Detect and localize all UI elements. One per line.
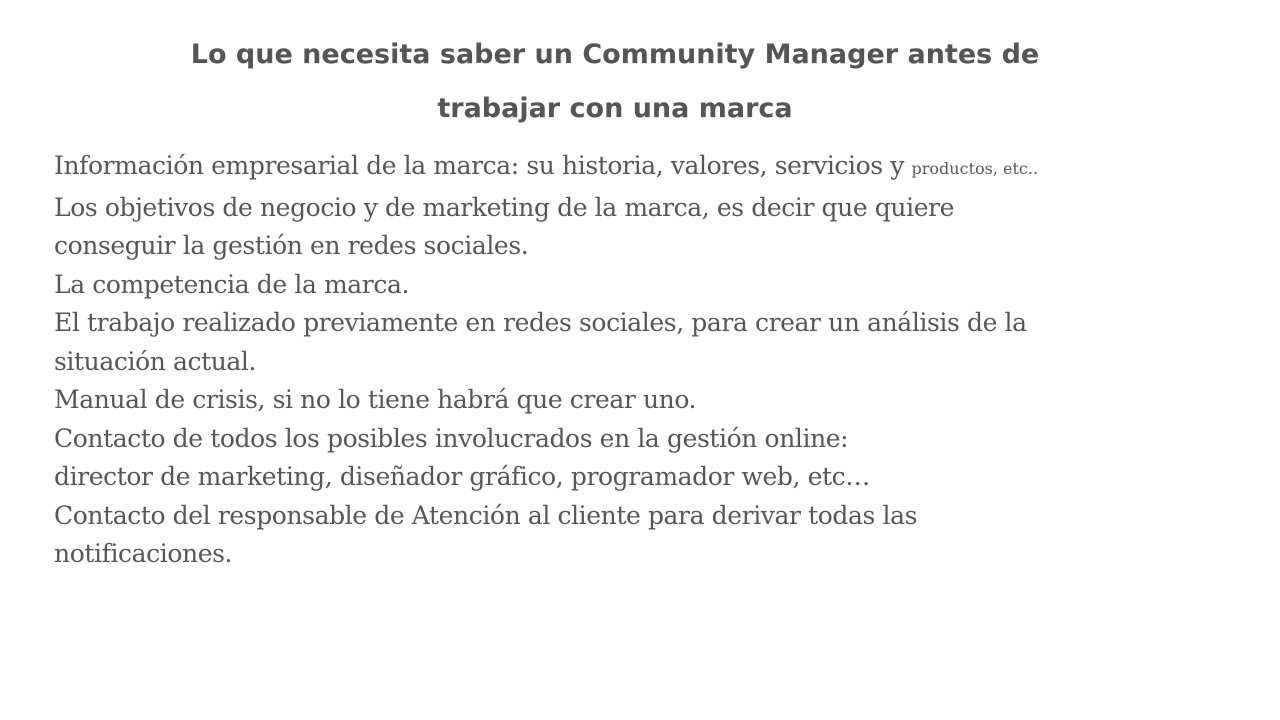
body-line: notificaciones. — [54, 539, 233, 568]
body-line: situación actual. — [54, 346, 257, 376]
body-line-small-text: productos, etc.. — [911, 159, 1039, 178]
body-line: El trabajo realizado previamente en redes sociales, para crear un análisis de la — [54, 308, 1027, 337]
body-line: La competencia de la marca. — [54, 269, 410, 299]
body-line: Contacto de todos los posibles involucrados en la gestión online: — [54, 423, 849, 453]
body-line: Manual de crisis, si no lo tiene habrá que crear uno. — [54, 385, 697, 414]
body-line-text: Información empresarial de la marca: su historia, valores, servicios y — [54, 151, 912, 180]
body-line — [54, 147, 1154, 189]
body-line: Contacto del responsable de Atención al cliente para derivar todas las — [54, 500, 918, 530]
body-line: conseguir la gestión en redes sociales. — [54, 231, 529, 260]
body-line: director de marketing, diseñador gráfico, programador web, etc… — [54, 462, 870, 491]
slide-body — [54, 147, 1154, 574]
slide-title-line-2: trabajar con una marca — [437, 93, 793, 124]
slide-title — [100, 28, 1130, 136]
body-line: Los objetivos de negocio y de marketing de la marca, es decir que quiere — [54, 192, 955, 222]
slide-title-line-1: Lo que necesita saber un Community Manager antes de — [190, 39, 1040, 70]
